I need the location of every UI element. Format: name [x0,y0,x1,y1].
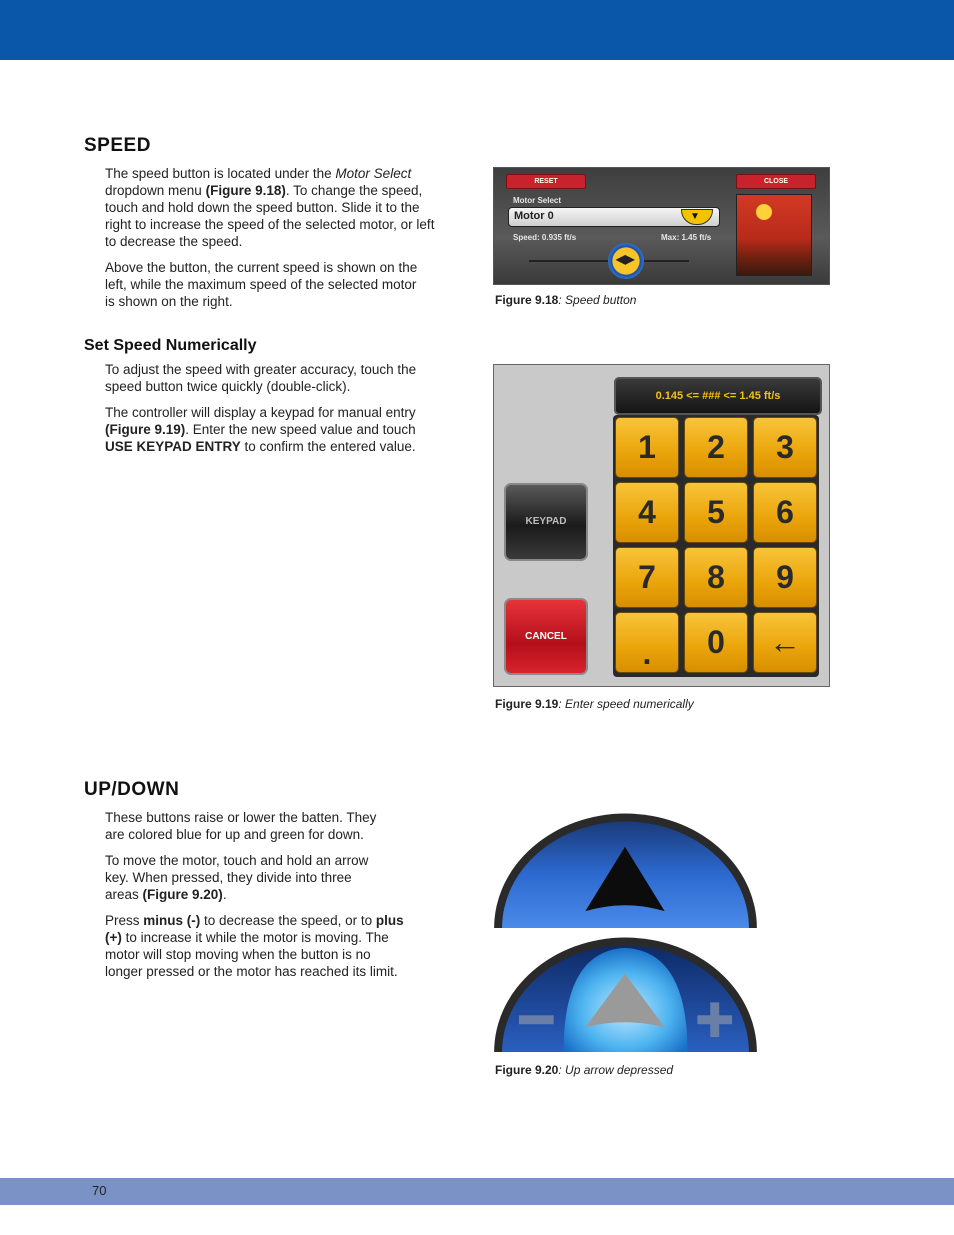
speed-paragraph-1: The speed button is located under the Motor Select dropdown menu (Figure 9.18). To change the speed, touch and hold down the speed button. Slide it to the right to increase the speed of the selected motor, or left to decrease the speed. [105,166,435,249]
figure-9-19-caption: Figure 9.19: Enter speed numerically [495,697,694,711]
backspace-arrow-icon[interactable]: ← [753,612,817,673]
up-down-buttons-figure [493,812,758,1052]
speed-heading: SPEED [84,135,151,156]
updown-paragraph-3: Press minus (-) to decrease the speed, or to plus (+) to increase it while the motor is moving. The motor will stop moving when the button is no longer pressed or the motor has reached its limit. [105,913,404,979]
page-number: 70 [92,1183,107,1198]
left-right-arrows-icon: ◀▶ [616,252,635,266]
updown-heading: UP/DOWN [84,779,180,800]
key-5[interactable]: 5 [684,482,748,543]
figure-9-20-caption: Figure 9.20: Up arrow depressed [495,1063,674,1077]
key-9[interactable]: 9 [753,547,817,608]
key-decimal[interactable]: . [615,612,679,673]
speed-paragraph-2: Above the button, the current speed is shown on the left, while the maximum speed of the selected motor is shown on the right. [105,260,418,309]
header-bar [0,0,954,60]
updown-paragraph-1: These buttons raise or lower the batten. They are colored blue for up and green for down. [105,810,377,842]
speed-slider-knob[interactable] [608,243,644,279]
key-3[interactable]: 3 [753,417,817,478]
reset-button[interactable]: RESET [506,174,586,189]
cancel-button[interactable]: CANCEL [504,598,588,675]
motor-select-dropdown[interactable] [508,207,720,227]
key-0[interactable]: 0 [684,612,748,673]
key-8[interactable]: 8 [684,547,748,608]
motor-select-label: Motor Select [513,196,562,205]
close-button[interactable]: CLOSE [736,174,816,189]
key-7[interactable]: 7 [615,547,679,608]
updown-paragraph-2: To move the motor, touch and hold an arrow key. When pressed, they divide into three areas (Figure 9.20). [105,853,369,902]
set-speed-paragraph-1: To adjust the speed with greater accuracy, touch the speed button twice quickly (double-click). [105,362,417,394]
figure-9-18-caption: Figure 9.18: Speed button [495,293,637,307]
sunset-thumbnail [736,194,812,276]
key-1[interactable]: 1 [615,417,679,478]
chevron-down-icon[interactable]: ▼ [681,209,713,225]
key-4[interactable]: 4 [615,482,679,543]
up-arrow-button-depressed[interactable] [493,936,758,1052]
key-6[interactable]: 6 [753,482,817,543]
set-speed-paragraph-2: The controller will display a keypad for manual entry (Figure 9.19). Enter the new speed value and touch USE KEYPAD ENTRY to confirm the entered value. [105,405,416,454]
keypad-grid [613,415,819,677]
minus-icon [519,1015,554,1024]
max-speed-label: Max: 1.45 ft/s [661,233,712,242]
footer-bar [0,1178,954,1205]
set-speed-heading: Set Speed Numerically [84,337,257,354]
speed-button-figure [493,167,830,285]
motor-select-value: Motor 0 [514,210,554,222]
current-speed-label: Speed: 0.935 ft/s [513,233,577,242]
up-arrow-button[interactable] [493,812,758,928]
sun-icon [756,204,772,220]
keypad-button[interactable]: KEYPAD [504,483,588,561]
keypad-figure [493,364,830,687]
speed-range-display: 0.145 <= ### <= 1.45 ft/s [614,377,822,415]
key-2[interactable]: 2 [684,417,748,478]
